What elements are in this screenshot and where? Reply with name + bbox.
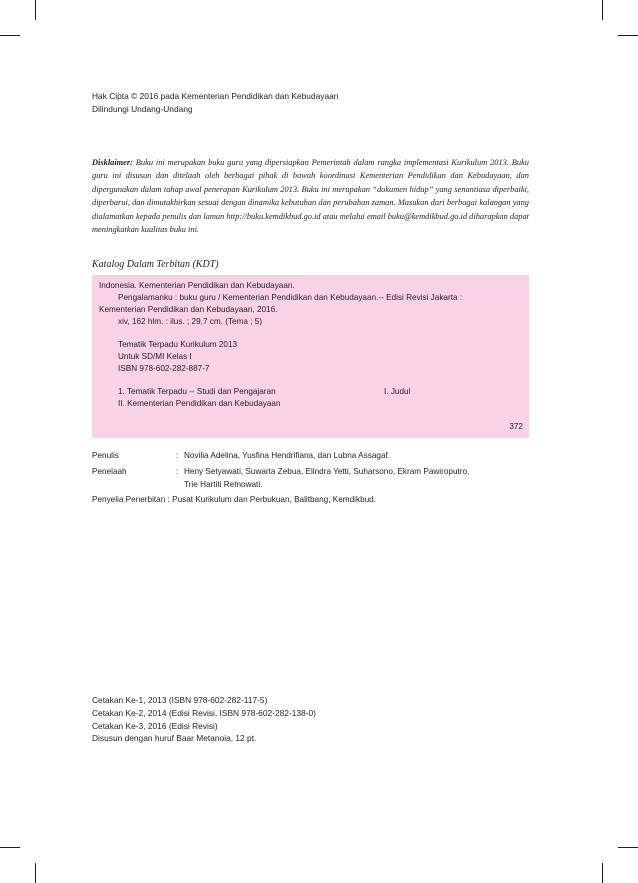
copyright-line: Hak Cipta © 2016 pada Kementerian Pendidikan dan Kebudayaan [92, 91, 339, 101]
kdt-line: Kementerian Pendidikan dan Kebudayaan, 2016. [99, 305, 278, 314]
crop-mark [618, 847, 638, 848]
penelaah-label: Penelaah [92, 467, 127, 476]
kdt-line: Tematik Terpadu Kurikulum 2013 [118, 340, 238, 349]
kdt-box [92, 275, 529, 438]
printing-line: Cetakan Ke-2, 2014 (Edisi Revisi, ISBN 978-602-282-138-0) [92, 707, 316, 718]
kdt-line: II. Kementerian Pendidikan dan Kebudayaan [118, 399, 281, 408]
crop-mark [602, 863, 603, 883]
disclaimer [92, 156, 529, 236]
penyelia-line: Penyelia Penerbitan : Pusat Kurikulum dan Perbukuan, Balitbang, Kemdikbud. [92, 495, 377, 504]
colon: : [176, 467, 179, 476]
kdt-line: 1. Tematik Terpadu -- Studi dan Pengajaran [118, 387, 276, 396]
penelaah-value: Trie Hartiti Retnowati. [184, 480, 263, 489]
kdt-line: Pengalamanku : buku guru / Kementerian Pendidikan dan Kebudayaan.-- Edisi Revisi Jakarta : [118, 293, 463, 302]
kdt-line: I. Judul [384, 387, 411, 396]
kdt-line: Untuk SD/MI Kelas I [118, 352, 192, 361]
penulis-value: Novilia Adelina, Yusfina Hendrifiana, dan Lubna Assagaf. [184, 451, 391, 460]
font-note: Disusun dengan huruf Baar Metanoia, 12 pt. [92, 733, 257, 744]
crop-mark [0, 847, 20, 848]
crop-mark [0, 35, 20, 36]
page-number: 372 [509, 422, 523, 431]
kdt-heading: Katalog Dalam Terbitan (KDT) [92, 259, 219, 270]
protection-line: Dilindungi Undang-Undang [92, 104, 193, 114]
kdt-line: xiv, 162 hlm. : ilus. ; 29,7 cm. (Tema ; 5) [118, 317, 263, 326]
penelaah-value: Heny Setyawati, Suwarta Zebua, Elindra Yetti, Suharsono, Ekram Pawiroputro, [184, 467, 470, 476]
penulis-label: Penulis [92, 451, 119, 460]
printing-line: Cetakan Ke-1, 2013 (ISBN 978-602-282-117-5) [92, 695, 268, 705]
crop-mark [602, 0, 603, 20]
disclaimer-label: Disklaimer: [92, 158, 133, 167]
crop-mark [35, 863, 36, 883]
disclaimer-text: Buku ini merupakan buku guru yang dipersiapkan Pemerintah dalam rangka implementasi Kurikulum 2013. Buku guru ini disusun dan ditelaah oleh berbagai pihak di bawah koordinasi Kementerian Pendidikan dan Kebudayaan, dan dipergunakan dalam tahap awal penerapan Kurikulum 2013. Buku ini merupakan “dokumen hidup” yang senantiasa diperbaiki, diperbarui, dan dimutakhirkan sesuai dengan dinamika kebutuhan dan perubahan zaman. Masukan dari berbagai kalangan yang dialamatkan kepada penulis dan laman http://buku.kemdikbud.go.id atau melalui email buku@kemdikbud.go.id diharapkan dapat meningkatkan kualitas buku ini. [92, 158, 529, 235]
kdt-line: ISBN 978-602-282-887-7 [118, 364, 210, 373]
printing-history [92, 694, 316, 745]
kdt-line: Indonesia. Kementerian Pendidikan dan Kebudayaan. [99, 281, 295, 290]
colon: : [176, 451, 179, 460]
crop-mark [35, 0, 36, 20]
printing-line: Cetakan Ke-3, 2016 (Edisi Revisi) [92, 720, 218, 731]
crop-mark [618, 35, 638, 36]
copyright-notice [92, 90, 338, 116]
